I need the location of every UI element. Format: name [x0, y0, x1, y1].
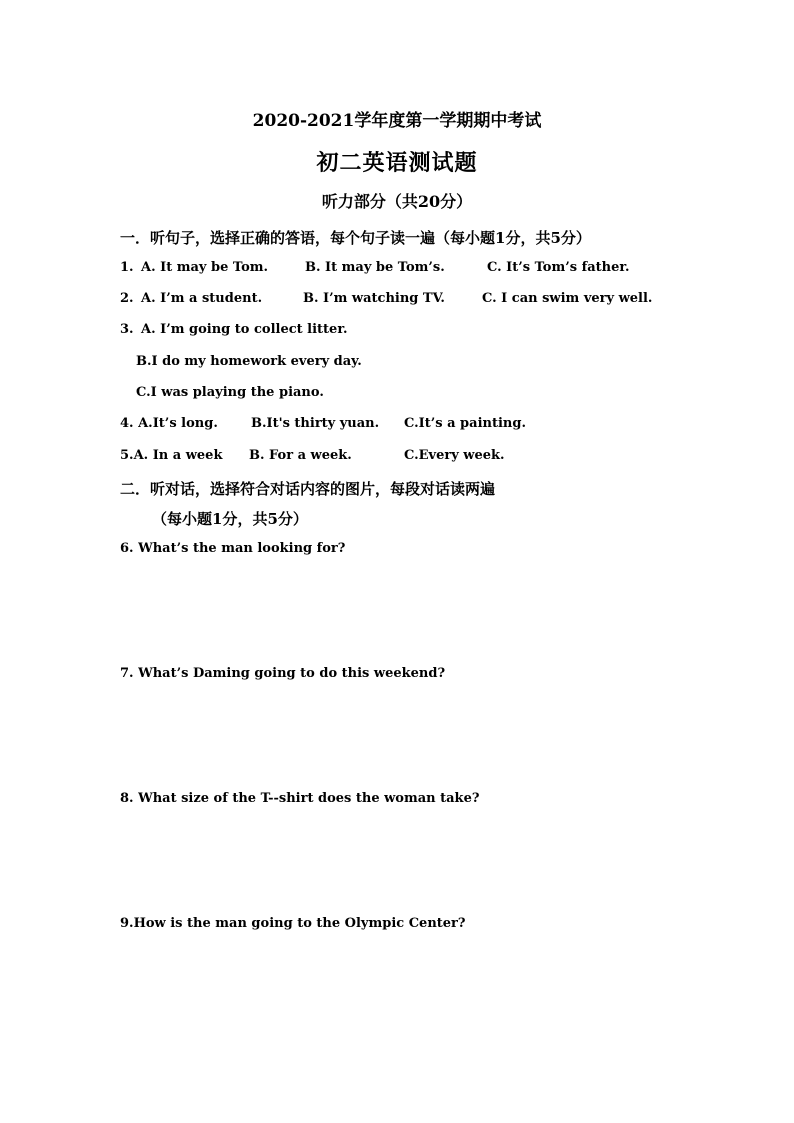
q3-option-c: C.I was playing the piano.	[136, 385, 324, 400]
q5-option-a: 5.A. In a week	[120, 448, 223, 463]
q8-question: 8. What size of the T--shirt does the woman take?	[120, 791, 480, 806]
q1-number: 1.	[120, 260, 134, 275]
q1-option-c: C. It’s Tom’s father.	[487, 260, 630, 275]
q4-option-b: B.It's thirty yuan.	[251, 416, 380, 431]
q9-question: 9.How is the man going to the Olympic Center?	[120, 916, 466, 931]
q5-option-c: C.Every week.	[404, 448, 505, 463]
exam-title: 2020-2021学年度第一学期期中考试	[252, 111, 542, 131]
q2-option-b: B. I’m watching TV.	[303, 291, 445, 306]
q3-option-a: A. I’m going to collect litter.	[141, 322, 348, 337]
section-2-heading: 二．听对话，选择符合对话内容的图片，每段对话读两遍	[120, 480, 496, 498]
listening-part-title: 听力部分（共20分）	[321, 192, 473, 211]
q1-option-b: B. It may be Tom’s.	[305, 260, 445, 275]
q6-question: 6. What’s the man looking for?	[120, 541, 346, 556]
q2-option-a: A. I’m a student.	[141, 291, 263, 306]
q7-question: 7. What’s Daming going to do this weekend?	[120, 666, 446, 681]
section-2-subheading: （每小题1分，共5分）	[152, 510, 308, 528]
q2-option-c: C. I can swim very well.	[482, 291, 653, 306]
q3-number: 3.	[120, 322, 134, 337]
q4-option-c: C.It’s a painting.	[404, 416, 526, 431]
q3-option-b: B.I do my homework every day.	[136, 354, 362, 369]
q2-number: 2.	[120, 291, 134, 306]
q5-option-b: B. For a week.	[249, 448, 352, 463]
q4-option-a: 4. A.It’s long.	[120, 416, 218, 431]
exam-subject-title: 初二英语测试题	[316, 150, 478, 176]
q1-option-a: A. It may be Tom.	[141, 260, 269, 275]
section-1-heading: 一．听句子，选择正确的答语，每个句子读一遍（每小题1分，共5分）	[120, 229, 591, 247]
